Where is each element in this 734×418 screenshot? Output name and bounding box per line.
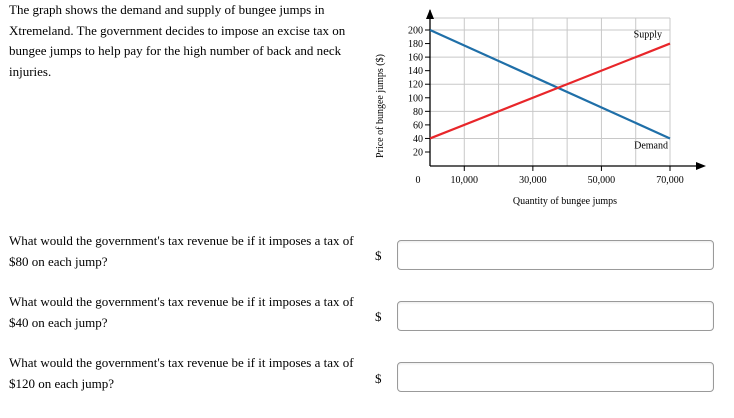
x-axis-arrow	[696, 162, 706, 170]
question-3-currency: $	[375, 371, 382, 386]
x-axis-title: Quantity of bungee jumps	[512, 196, 618, 207]
x-tick-label: 70,000	[656, 175, 684, 186]
y-tick-label: 100	[408, 93, 423, 105]
x-tick-label: 30,000	[519, 175, 547, 186]
y-axis-arrow	[426, 9, 434, 19]
question-2-currency: $	[375, 309, 382, 324]
y-tick-label: 60	[413, 120, 423, 132]
question-3-text: What would the government's tax revenue be if it imposes a tax of $120 on each jump?	[9, 355, 354, 391]
question-3-answer-input[interactable]	[397, 362, 714, 392]
series-label-supply: Supply	[633, 29, 662, 41]
x-tick-label: 0	[415, 175, 421, 186]
y-axis-title: Price of bungee jumps ($)	[375, 54, 386, 158]
y-tick-label: 20	[413, 147, 423, 159]
question-1-answer-input[interactable]	[397, 240, 714, 270]
question-1-currency: $	[375, 248, 382, 263]
y-tick-label: 140	[408, 66, 423, 78]
question-1-text: What would the government's tax revenue be if it imposes a tax of $80 on each jump?	[9, 233, 354, 269]
chart-svg	[360, 0, 734, 230]
question-2-text: What would the government's tax revenue be if it imposes a tax of $40 on each jump?	[9, 294, 354, 330]
series-line-supply	[430, 44, 670, 139]
series-label-demand: Demand	[634, 140, 668, 152]
y-tick-label: 160	[408, 52, 423, 64]
text-layer	[375, 26, 684, 208]
y-tick-label: 180	[408, 39, 423, 51]
y-tick-label: 40	[413, 133, 423, 145]
supply-demand-chart	[360, 0, 734, 230]
y-tick-label: 120	[408, 79, 423, 91]
question-2-answer-input[interactable]	[397, 301, 714, 331]
x-tick-label: 50,000	[587, 175, 616, 186]
problem-intro: The graph shows the demand and supply of bungee jumps in Xtremeland. The government decides to impose an excise tax on bungee jumps to help pay for the high number of back and neck injuries.	[9, 2, 346, 79]
x-tick-label: 10,000	[450, 175, 479, 186]
y-tick-label: 80	[413, 106, 423, 118]
y-tick-label: 200	[408, 25, 423, 37]
